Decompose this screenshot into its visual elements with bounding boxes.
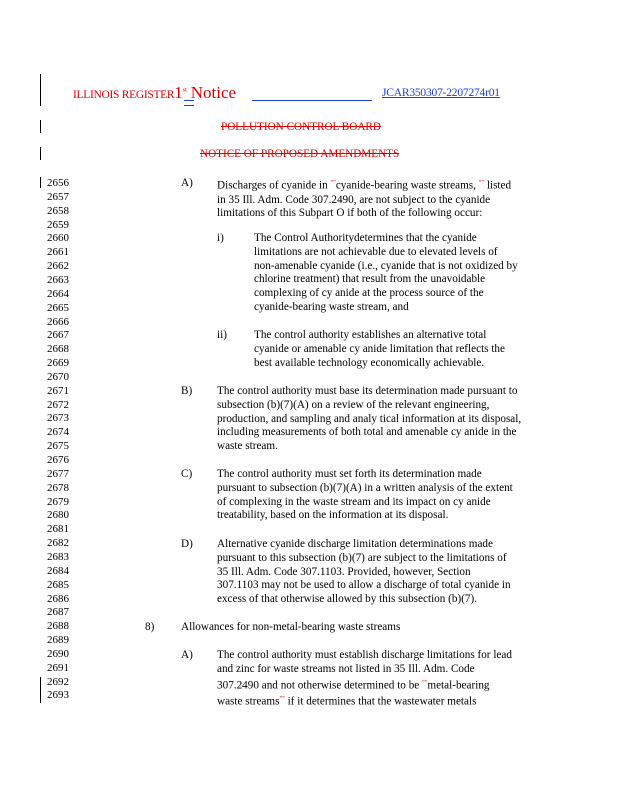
text-line: The control authority establishes an alternative total	[254, 329, 487, 341]
line-number: 2676	[47, 454, 69, 466]
agency-title: POLLUTION CONTROL BOARD	[221, 121, 381, 133]
item-label-Aii: ii)	[217, 329, 227, 341]
text-line: treatability, based on the information at its disposal.	[217, 509, 449, 522]
change-bar	[40, 147, 41, 160]
text-line: chlorine treatment) that result from the unavoidable	[254, 273, 486, 286]
page-header	[73, 83, 236, 103]
text-line: in 35 Ill. Adm. Code 307.2490, are not subject to the cyanide	[217, 193, 491, 206]
change-bar	[40, 120, 41, 133]
quote-mark: ””	[478, 180, 485, 186]
paragraph-B	[217, 385, 521, 454]
jcar-code: JCAR350307-2207274r01	[382, 87, 500, 99]
text-run: listed	[484, 179, 512, 192]
line-number: 2672	[47, 398, 69, 411]
line-number: 2673	[47, 412, 69, 425]
header-double-mark	[184, 100, 194, 106]
text-run: if it determines that the wastewater metals	[284, 695, 477, 708]
text-line: of complexing in the waste stream and its impact on cy anide	[217, 495, 491, 508]
quote-mark: “”	[422, 679, 428, 686]
line-number: 2663	[47, 273, 69, 286]
text-line: complexing of cy anide at the process source of the	[254, 287, 484, 300]
text-line: 307.1103 may not be used to allow a discharge of total cyanide in	[217, 579, 511, 592]
header-underline	[252, 100, 372, 101]
line-number: 2675	[47, 440, 69, 453]
paragraph-A	[217, 177, 511, 221]
text-line: best available technology economically achievable.	[254, 356, 485, 369]
text-line: waste stream.	[217, 440, 278, 453]
item-label-D: D)	[181, 538, 193, 550]
text-line: cyanide-bearing waste stream, and	[254, 300, 409, 313]
line-number: 2680	[47, 509, 69, 522]
register-superscript: st	[182, 87, 187, 94]
line-number: 2670	[47, 370, 69, 383]
line-number: 2690	[47, 647, 69, 660]
text-line: cyanide or amenable cy anide limitation that reflects the	[254, 342, 505, 355]
line-number: 2656	[47, 177, 69, 189]
line-number: 2671	[47, 384, 69, 397]
text-line: Alternative cyanide discharge limitation determinations made	[217, 538, 493, 550]
text-line: The control authority must establish discharge limitations for lead	[217, 649, 512, 661]
line-number: 2665	[47, 301, 69, 314]
paragraph-Ai	[254, 232, 518, 315]
register-number: 1	[174, 83, 183, 102]
line-number: 2681	[47, 523, 69, 536]
line-number: 2679	[47, 495, 69, 508]
line-number: 2693	[47, 689, 69, 702]
line-number: 2664	[47, 287, 69, 300]
line-number: 2687	[47, 606, 69, 619]
line-number: 2684	[47, 564, 69, 577]
line-number: 2692	[47, 675, 69, 688]
text-line: excess of that otherwise allowed by this subsection (b)(7).	[217, 593, 478, 606]
item-label-A: A)	[181, 177, 193, 189]
register-label: ILLINOIS REGISTER	[73, 89, 175, 101]
notice-label: Notice	[190, 83, 237, 102]
paragraph-Aii	[254, 329, 505, 370]
item-label-Ai: i)	[217, 232, 224, 244]
line-number: 2667	[47, 329, 69, 342]
section-8-heading: Allowances for non-metal-bearing waste streams	[181, 621, 401, 633]
text-line: The control authority must base its determination made pursuant to	[217, 385, 518, 397]
text-line: 35 Ill. Adm. Code 307.1103. Provided, however, Section	[217, 565, 471, 578]
line-number: 2659	[47, 218, 69, 231]
item-label-8A: A)	[181, 649, 193, 661]
paragraph-D	[217, 538, 511, 607]
quote-mark: “”	[330, 180, 336, 186]
item-label-C: C)	[181, 468, 193, 480]
line-number: 2685	[47, 578, 69, 591]
line-number: 2661	[47, 246, 69, 259]
text-run: cyanide-bearing waste streams,	[335, 179, 479, 192]
line-number: 2658	[47, 204, 69, 217]
line-number: 2666	[47, 315, 69, 328]
paragraph-8A	[217, 649, 512, 710]
text-line	[217, 693, 512, 710]
line-number: 2691	[47, 661, 69, 674]
line-number: 2677	[47, 467, 69, 480]
line-number: 2668	[47, 343, 69, 356]
notice-title: NOTICE OF PROPOSED AMENDMENTS	[200, 148, 400, 160]
line-number: 2682	[47, 537, 69, 550]
line-number: 2689	[47, 634, 69, 647]
line-number: 2660	[47, 232, 69, 245]
text-run: metal-bearing	[427, 679, 490, 692]
text-line: limitations of this Subpart O if both of the following occur:	[217, 207, 483, 220]
text-line: pursuant to this subsection (b)(7) are subject to the limitations of	[217, 551, 507, 564]
text-run: waste streams	[217, 695, 280, 708]
quote-mark: ””	[279, 696, 285, 703]
text-line: pursuant to subsection (b)(7)(A) in a written analysis of the extent	[217, 481, 513, 494]
text-line: subsection (b)(7)(A) on a review of the relevant engineering,	[217, 398, 490, 411]
line-number: 2683	[47, 550, 69, 563]
change-bar	[40, 177, 41, 188]
text-line: non-amenable cyanide (i.e., cyanide that is not oxidized by	[254, 259, 518, 272]
line-number: 2662	[47, 260, 69, 273]
text-line: limitations are not achievable due to elevated levels of	[254, 245, 498, 258]
text-line	[217, 177, 511, 194]
text-run: Discharges of cyanide in	[217, 179, 331, 192]
text-line	[217, 677, 512, 694]
text-line: including measurements of both total and amenable cy anide in the	[217, 426, 517, 439]
text-line: The control authority must set forth its determination made	[217, 468, 482, 480]
change-bar	[40, 74, 41, 106]
item-label-B: B)	[181, 385, 193, 397]
line-number: 2657	[47, 190, 69, 203]
item-label-8: 8)	[145, 621, 155, 633]
text-line: production, and sampling and analy tical information at its disposal,	[217, 412, 522, 425]
line-number: 2686	[47, 592, 69, 605]
text-run: 307.2490 and not otherwise determined to be	[217, 679, 423, 692]
change-bar	[40, 677, 41, 703]
line-number: 2688	[47, 620, 69, 633]
line-number: 2674	[47, 426, 69, 439]
text-line: and zinc for waste streams not listed in 35 Ill. Adm. Code	[217, 662, 475, 675]
text-line: The Control Authoritydetermines that the cyanide	[254, 232, 477, 244]
line-number: 2669	[47, 357, 69, 370]
paragraph-C	[217, 468, 513, 523]
line-number: 2678	[47, 481, 69, 494]
